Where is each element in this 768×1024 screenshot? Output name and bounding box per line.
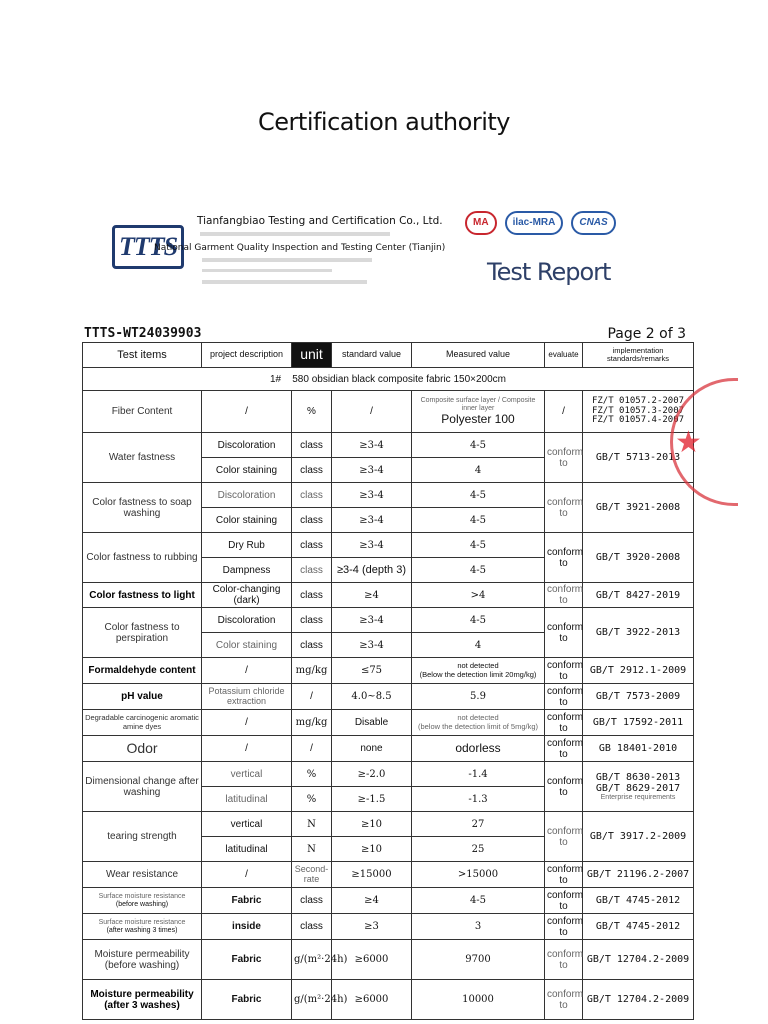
project-description: Discoloration: [202, 483, 292, 508]
unit: class: [292, 508, 332, 533]
evaluate: conform to: [545, 583, 583, 608]
col-header-project-description: project description: [202, 343, 292, 368]
project-description: Color staining: [202, 633, 292, 658]
implementation-standard: GB/T 4745-2012: [583, 888, 694, 914]
measured-value: 4-5: [412, 888, 545, 914]
project-description: Color-changing (dark): [202, 583, 292, 608]
project-description: Dry Rub: [202, 533, 292, 558]
measured-value: 3: [412, 914, 545, 940]
table-row: [83, 433, 694, 458]
measured-value: 4-5: [412, 533, 545, 558]
implementation-standard: GB/T 12704.2-2009: [583, 940, 694, 980]
unit: mg/kg: [292, 710, 332, 736]
measured-value: 4-5: [412, 508, 545, 533]
unit: g/(m²·24h): [292, 980, 332, 1020]
test-item: Water fastness: [83, 433, 202, 483]
blurred-text-line: [202, 269, 332, 272]
project-description: Color staining: [202, 508, 292, 533]
lab-name: Tianfangbiao Testing and Certification Co., Ltd.: [197, 215, 443, 227]
standard-value: ≥3-4: [332, 458, 412, 483]
test-item: Fiber Content: [83, 391, 202, 433]
accreditation-marks: [465, 211, 616, 235]
unit: class: [292, 533, 332, 558]
test-item: Dimensional change after washing: [83, 762, 202, 812]
evaluate: conform to: [545, 940, 583, 980]
blurred-text-line: [200, 232, 390, 236]
ma-mark-icon: MA: [465, 211, 497, 235]
table-row: [83, 980, 694, 1020]
project-description: /: [202, 710, 292, 736]
project-description: Fabric: [202, 980, 292, 1020]
col-header-unit: unit: [292, 343, 332, 368]
table-row: [83, 608, 694, 633]
table-row: [83, 533, 694, 558]
test-item: Formaldehyde content: [83, 658, 202, 684]
table-row: [83, 391, 694, 433]
standard-value: ≥6000: [332, 980, 412, 1020]
measured-value: 4-5: [412, 608, 545, 633]
project-description: Discoloration: [202, 608, 292, 633]
test-item: Surface moisture resistance: [98, 918, 186, 926]
measured-value: 4: [412, 633, 545, 658]
report-title: Test Report: [487, 258, 611, 286]
implementation-standard: GB/T 7573-2009: [583, 684, 694, 710]
unit: class: [292, 888, 332, 914]
evaluate: conform to: [545, 888, 583, 914]
remark-note: Enterprise requirements: [600, 793, 676, 801]
test-results-table: [82, 342, 694, 1020]
unit: %: [292, 787, 332, 812]
implementation-standard: FZ/T 01057.2-2007 FZ/T 01057.3-2007 FZ/T 01057.4-2007: [583, 391, 694, 433]
standard-value: ≥6000: [332, 940, 412, 980]
standard-value: ≥3-4 (depth 3): [332, 558, 412, 583]
sample-cell: [83, 368, 694, 391]
unit: class: [292, 558, 332, 583]
implementation-standard: GB/T 21196.2-2007: [583, 862, 694, 888]
standard-value: /: [332, 391, 412, 433]
measured-value-cell: [412, 710, 545, 736]
implementation-standard: GB/T 8630-2013 GB/T 8629-2017: [595, 771, 681, 794]
test-item: Color fastness to perspiration: [83, 608, 202, 658]
unit: /: [292, 736, 332, 762]
test-item: Color fastness to light: [83, 583, 202, 608]
sample-row: [83, 368, 694, 391]
project-description: /: [202, 862, 292, 888]
col-header-standards-remarks: implementation standards/remarks: [583, 343, 694, 368]
measured-value-note: Composite surface layer / Composite inner layer: [420, 397, 536, 412]
standard-value: ≤75: [332, 658, 412, 684]
table-row: [83, 888, 694, 914]
table-row: [83, 710, 694, 736]
project-description: Dampness: [202, 558, 292, 583]
evaluate: conform to: [545, 736, 583, 762]
table-row: [83, 914, 694, 940]
unit: class: [292, 583, 332, 608]
page-title: Certification authority: [258, 108, 510, 136]
ilac-mra-mark-icon: ilac-MRA: [505, 211, 564, 235]
test-item: pH value: [83, 684, 202, 710]
project-description: inside: [202, 914, 292, 940]
test-item: Color fastness to rubbing: [83, 533, 202, 583]
measured-value: 4-5: [412, 433, 545, 458]
evaluate: conform to: [545, 608, 583, 658]
table-row: [83, 684, 694, 710]
unit: class: [292, 914, 332, 940]
evaluate: conform to: [545, 533, 583, 583]
unit: Second-rate: [292, 862, 332, 888]
test-item: Moisture permeability (after 3 washes): [83, 980, 202, 1020]
standard-value: none: [332, 736, 412, 762]
project-description: /: [202, 736, 292, 762]
test-item: Degradable carcinogenic aromatic amine dyes: [83, 710, 202, 736]
lab-center-name: National Garment Quality Inspection and Testing Center (Tianjin): [154, 243, 446, 253]
standard-value: ≥3-4: [332, 633, 412, 658]
col-header-test-items: Test items: [83, 343, 202, 368]
implementation-standard: GB/T 3922-2013: [583, 608, 694, 658]
test-item-cell: [83, 914, 202, 940]
test-item-note: (after washing 3 times): [106, 926, 178, 934]
sample-number: 1#: [270, 373, 282, 385]
table-row: [83, 812, 694, 837]
standard-value: ≥10: [332, 812, 412, 837]
measured-value: 27: [412, 812, 545, 837]
measured-value: >15000: [412, 862, 545, 888]
measured-value-note: (Below the detection limit 20mg/kg): [419, 669, 537, 679]
table-row: [83, 583, 694, 608]
implementation-standard: GB/T 8427-2019: [583, 583, 694, 608]
standard-value: 4.0~8.5: [332, 684, 412, 710]
project-description: Potassium chloride extraction: [202, 684, 292, 710]
table-row: [83, 483, 694, 508]
project-description: latitudinal: [202, 787, 292, 812]
implementation-standard-cell: [583, 762, 694, 812]
standard-value: ≥3-4: [332, 483, 412, 508]
col-header-measured-value: Measured value: [412, 343, 545, 368]
table-row: [83, 736, 694, 762]
measured-value: not detected: [457, 713, 499, 723]
standard-value: ≥3: [332, 914, 412, 940]
unit: class: [292, 608, 332, 633]
col-header-standard-value: standard value: [332, 343, 412, 368]
test-item: Odor: [83, 736, 202, 762]
measured-value-cell: [412, 658, 545, 684]
report-number: TTTS-WT24039903: [84, 326, 202, 341]
standard-value: ≥-1.5: [332, 787, 412, 812]
standard-value: ≥3-4: [332, 608, 412, 633]
evaluate: conform to: [545, 914, 583, 940]
table-row: [83, 658, 694, 684]
measured-value-note: (below the detection limit of 5mg/kg): [417, 721, 539, 731]
evaluate: conform to: [545, 862, 583, 888]
unit: class: [292, 458, 332, 483]
ttts-logo: TTTS: [112, 225, 184, 269]
unit: g/(m²·24h): [292, 940, 332, 980]
project-description: /: [202, 391, 292, 433]
standard-value: Disable: [332, 710, 412, 736]
blurred-text-line: [202, 280, 367, 284]
standard-value: ≥4: [332, 888, 412, 914]
standard-value: ≥-2.0: [332, 762, 412, 787]
test-item: tearing strength: [83, 812, 202, 862]
implementation-standard: GB/T 5713-2013: [583, 433, 694, 483]
measured-value: 4: [412, 458, 545, 483]
unit: mg/kg: [292, 658, 332, 684]
test-item: Color fastness to soap washing: [83, 483, 202, 533]
test-item-note: (before washing): [115, 900, 169, 908]
implementation-standard: GB/T 2912.1-2009: [583, 658, 694, 684]
implementation-standard: GB/T 4745-2012: [583, 914, 694, 940]
project-description: Fabric: [202, 940, 292, 980]
measured-value: 4-5: [412, 483, 545, 508]
unit: class: [292, 483, 332, 508]
measured-value: >4: [412, 583, 545, 608]
unit: %: [292, 391, 332, 433]
measured-value: 10000: [412, 980, 545, 1020]
measured-value: 4-5: [412, 558, 545, 583]
col-header-evaluate: evaluate: [545, 343, 583, 368]
project-description: Color staining: [202, 458, 292, 483]
test-item: Wear resistance: [83, 862, 202, 888]
evaluate: conform to: [545, 980, 583, 1020]
table-header-row: [83, 343, 694, 368]
implementation-standard: GB 18401-2010: [583, 736, 694, 762]
test-item-cell: [83, 888, 202, 914]
implementation-standard: GB/T 12704.2-2009: [583, 980, 694, 1020]
test-item: Moisture permeability (before washing): [83, 940, 202, 980]
test-item: Surface moisture resistance: [98, 892, 186, 900]
evaluate: conform to: [545, 762, 583, 812]
star-icon: ★: [675, 426, 702, 459]
evaluate: conform to: [545, 658, 583, 684]
measured-value: 25: [412, 837, 545, 862]
measured-value: not detected: [457, 661, 499, 671]
implementation-standard: GB/T 3920-2008: [583, 533, 694, 583]
measured-value: odorless: [412, 736, 545, 762]
page-number: Page 2 of 3: [607, 326, 686, 342]
table-row: [83, 862, 694, 888]
measured-value-cell: [412, 391, 545, 433]
project-description: latitudinal: [202, 837, 292, 862]
evaluate: conform to: [545, 812, 583, 862]
unit: class: [292, 433, 332, 458]
standard-value: ≥3-4: [332, 508, 412, 533]
implementation-standard: GB/T 17592-2011: [583, 710, 694, 736]
standard-value: ≥3-4: [332, 433, 412, 458]
project-description: vertical: [202, 762, 292, 787]
project-description: vertical: [202, 812, 292, 837]
unit: N: [292, 837, 332, 862]
implementation-standard: GB/T 3921-2008: [583, 483, 694, 533]
standard-value: ≥4: [332, 583, 412, 608]
measured-value: Polyester 100: [441, 411, 515, 426]
standard-value: ≥10: [332, 837, 412, 862]
blurred-text-line: [202, 258, 372, 262]
evaluate: /: [545, 391, 583, 433]
evaluate: conform to: [545, 710, 583, 736]
measured-value: 9700: [412, 940, 545, 980]
measured-value: -1.3: [412, 787, 545, 812]
evaluate: conform to: [545, 684, 583, 710]
unit: class: [292, 633, 332, 658]
implementation-standard: GB/T 3917.2-2009: [583, 812, 694, 862]
unit: N: [292, 812, 332, 837]
table-row: [83, 940, 694, 980]
sample-name: 580 obsidian black composite fabric 150×200cm: [292, 373, 506, 385]
standard-value: ≥15000: [332, 862, 412, 888]
table-row: [83, 762, 694, 787]
unit: %: [292, 762, 332, 787]
evaluate: conform to: [545, 433, 583, 483]
evaluate: conform to: [545, 483, 583, 533]
project-description: Discoloration: [202, 433, 292, 458]
measured-value: -1.4: [412, 762, 545, 787]
unit: /: [292, 684, 332, 710]
project-description: /: [202, 658, 292, 684]
measured-value: 5.9: [412, 684, 545, 710]
standard-value: ≥3-4: [332, 533, 412, 558]
project-description: Fabric: [202, 888, 292, 914]
cnas-mark-icon: CNAS: [571, 211, 615, 235]
